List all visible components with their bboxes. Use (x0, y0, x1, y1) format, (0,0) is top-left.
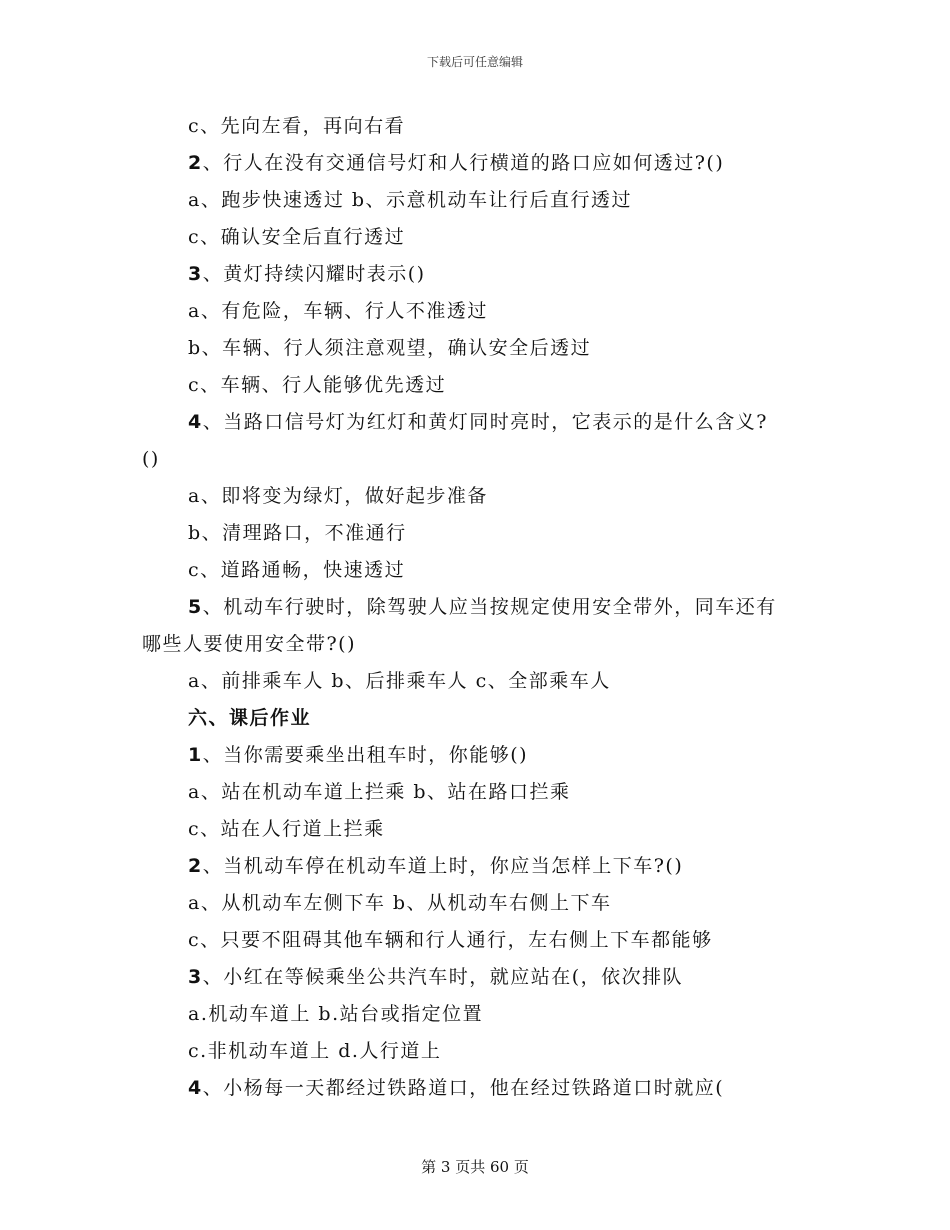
text-line (142, 996, 822, 1033)
text-line (142, 219, 822, 256)
line-text: c、车辆、行人能够优先透过 (188, 374, 447, 396)
question-number: 3 (188, 263, 203, 285)
question-line (142, 1070, 822, 1107)
text-line (142, 515, 822, 552)
line-text: a、站在机动车道上拦乘 b、站在路口拦乘 (188, 781, 571, 803)
question-number: 5 (188, 596, 203, 618)
text-line (142, 663, 822, 700)
question-number: 2 (188, 855, 203, 877)
question-number: 2 (188, 152, 203, 174)
question-line (142, 145, 822, 182)
question-line (142, 404, 822, 441)
question-line (142, 589, 822, 626)
question-line (142, 959, 822, 996)
line-text: c、只要不阻碍其他车辆和行人通行，左右侧上下车都能够 (188, 929, 713, 951)
line-text: a、从机动车左侧下车 b、从机动车右侧上下车 (188, 892, 612, 914)
line-text: c、道路通畅，快速透过 (188, 559, 406, 581)
line-text: b、车辆、行人须注意观望，确认安全后透过 (188, 337, 592, 359)
section-heading (142, 700, 822, 737)
text-line (142, 626, 822, 663)
line-text: 哪些人要使用安全带?() (142, 633, 357, 655)
line-text: 、机动车行驶时，除驾驶人应当按规定使用安全带外，同车还有 (202, 596, 777, 618)
text-line (142, 922, 822, 959)
line-text: 、当你需要乘坐出租车时，你能够() (202, 744, 529, 766)
line-text: 、当机动车停在机动车道上时，你应当怎样上下车?() (202, 855, 684, 877)
line-text: () (142, 448, 160, 470)
line-text: b、清理路口，不准通行 (188, 522, 407, 544)
line-text: 、小红在等候乘坐公共汽车时，就应站在(，依次排队 (202, 966, 684, 988)
text-line (142, 885, 822, 922)
text-line (142, 774, 822, 811)
question-number: 4 (188, 1077, 203, 1099)
line-text: 、行人在没有交通信号灯和人行横道的路口应如何透过?() (202, 152, 725, 174)
text-line (142, 811, 822, 848)
line-text: a、跑步快速透过 b、示意机动车让行后直行透过 (188, 189, 633, 211)
line-text: c、先向左看，再向右看 (188, 115, 406, 137)
text-line (142, 293, 822, 330)
line-text: 、当路口信号灯为红灯和黄灯同时亮时，它表示的是什么含义? (202, 411, 768, 433)
line-text: a、即将变为绿灯，做好起步准备 (188, 485, 488, 507)
text-line (142, 330, 822, 367)
line-text: a.机动车道上 b.站台或指定位置 (188, 1003, 484, 1025)
line-text: a、前排乘车人 b、后排乘车人 c、全部乘车人 (188, 670, 611, 692)
question-line (142, 848, 822, 885)
question-number: 1 (188, 744, 203, 766)
text-line (142, 182, 822, 219)
text-line (142, 478, 822, 515)
text-line (142, 1033, 822, 1070)
line-text: a、有危险，车辆、行人不准透过 (188, 300, 488, 322)
question-line (142, 256, 822, 293)
document-body (142, 108, 822, 1107)
question-number: 3 (188, 966, 203, 988)
line-text: 、小杨每一天都经过铁路道口，他在经过铁路道口时就应( (202, 1077, 725, 1099)
text-line (142, 552, 822, 589)
line-text: c、确认安全后直行透过 (188, 226, 406, 248)
page-header: 下载后可任意编辑 (426, 55, 523, 69)
text-line (142, 367, 822, 404)
line-text: c.非机动车道上 d.人行道上 (188, 1040, 442, 1062)
text-line (142, 441, 822, 478)
question-line (142, 737, 822, 774)
text-line (142, 108, 822, 145)
line-text: 、黄灯持续闪耀时表示() (202, 263, 426, 285)
line-text: 六、课后作业 (188, 707, 312, 729)
question-number: 4 (188, 411, 203, 433)
page-footer: 第 3 页共 60 页 (421, 1158, 529, 1176)
line-text: c、站在人行道上拦乘 (188, 818, 385, 840)
